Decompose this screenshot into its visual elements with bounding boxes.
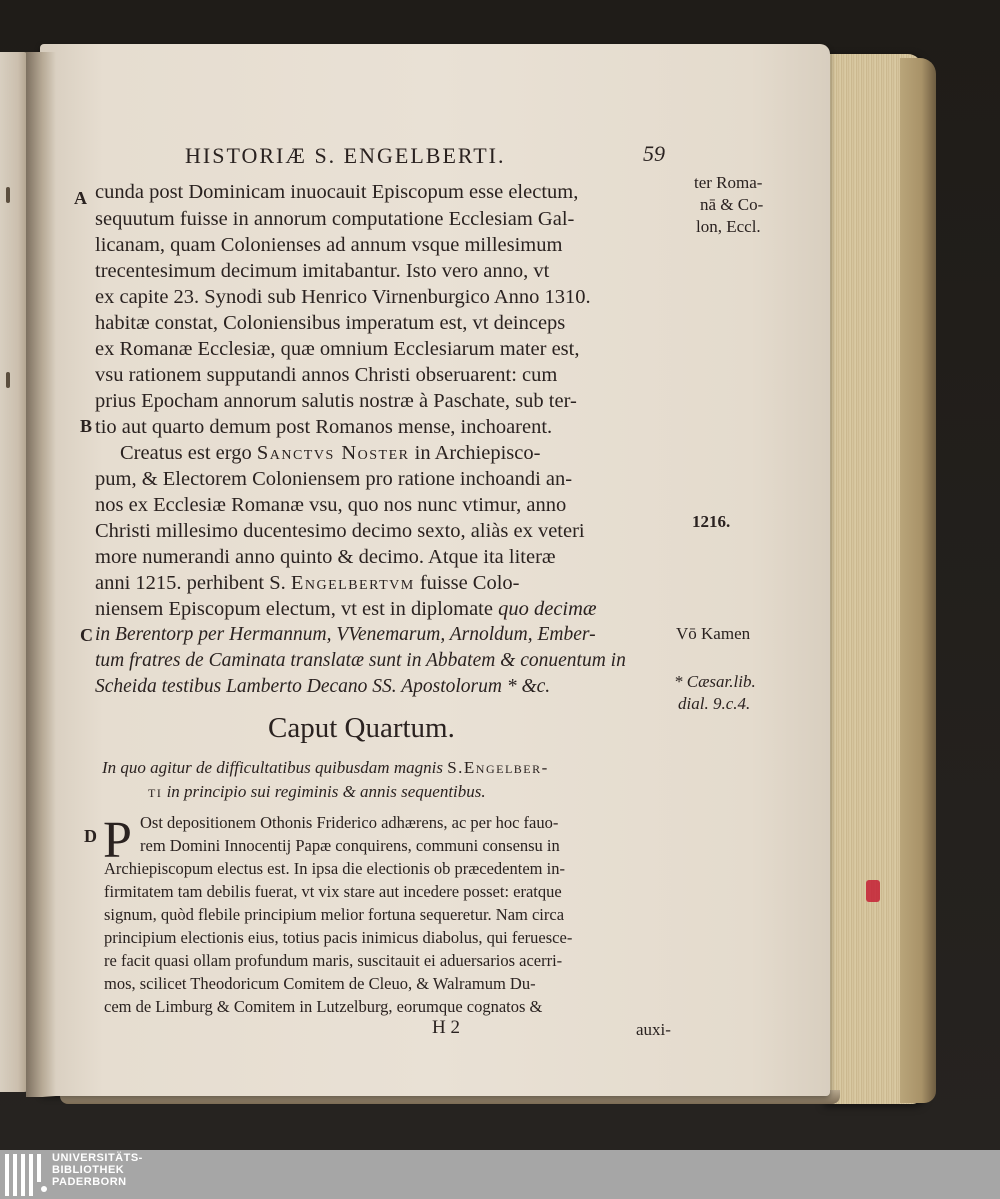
section-letter-b: B xyxy=(80,416,93,436)
ink-mark xyxy=(6,372,10,388)
page-header xyxy=(185,143,685,173)
text-line: principium electionis eius, totius pacis inimicus diabolus, qui feruesce- xyxy=(104,928,573,947)
text-line: tum fratres de Caminata translatæ sunt in Abbatem & conuentum in xyxy=(95,650,626,671)
margin-note: nā & Co- xyxy=(700,195,764,214)
margin-year: 1216. xyxy=(692,512,731,531)
text-line: vsu rationem supputandi annos Christi obseruarent: cum xyxy=(95,364,558,386)
text-run: niensem Episcopum electum, vt est in diplomate xyxy=(95,598,499,620)
text-line: ex Romanæ Ecclesiæ, quæ omnium Ecclesiarum mater est, xyxy=(95,338,580,360)
section-letter-d: D xyxy=(84,826,97,846)
text-run: fuisse Colo- xyxy=(414,572,520,594)
library-banner xyxy=(0,1150,1000,1199)
text-line: more numerandi anno quinto & decimo. Atque ita literæ xyxy=(95,546,556,568)
margin-note: dial. 9.c.4. xyxy=(678,694,751,713)
section-letter-c: C xyxy=(80,625,93,645)
text-run: S.Engelber- xyxy=(447,758,549,777)
red-stain xyxy=(866,880,880,902)
drop-cap: P xyxy=(103,812,132,869)
text-run: Engelbertvm xyxy=(290,572,415,594)
text-run: ti xyxy=(148,782,163,801)
margin-note: Vō Kamen xyxy=(676,624,751,643)
text-line: ex capite 23. Synodi sub Henrico Virnenburgico Anno 1310. xyxy=(95,286,591,308)
cover-edge xyxy=(900,58,936,1103)
text-line: Scheida testibus Lamberto Decano SS. Apostolorum * &c. xyxy=(95,676,551,697)
text-line: in Berentorp per Hermannum, VVenemarum, Arnoldum, Ember- xyxy=(95,624,596,645)
text-line: firmitatem tam debilis fuerat, vt vix stare aut incedere posset: eratque xyxy=(104,882,562,901)
text-line xyxy=(95,571,520,595)
page-number: 59 xyxy=(643,141,665,166)
catchword: auxi- xyxy=(636,1020,671,1039)
signature-mark: H 2 xyxy=(432,1017,460,1038)
text-line: habitæ constat, Coloniensibus imperatum est, vt deinceps xyxy=(95,312,566,334)
section-letter-a: A xyxy=(74,188,87,208)
margin-note: ter Roma- xyxy=(694,173,763,192)
text-run: Creatus est ergo xyxy=(120,442,257,464)
text-line: prius Epocham annorum salutis nostræ à Paschate, sub ter- xyxy=(95,390,577,412)
text-run: in Archiepisco- xyxy=(409,442,541,464)
library-logo-icon xyxy=(5,1154,49,1196)
text-line xyxy=(95,597,597,621)
text-line: tio aut quarto demum post Romanos mense, inchoarent. xyxy=(95,416,553,438)
chapter-subtitle xyxy=(102,758,549,778)
margin-note: * Cæsar.lib. xyxy=(674,672,756,691)
library-name-line: PADERBORN xyxy=(52,1176,127,1188)
ink-mark xyxy=(6,187,10,203)
text-line: Ost depositionem Othonis Friderico adhærens, ac per hoc fauo- xyxy=(140,813,559,832)
chapter-subtitle xyxy=(148,782,486,802)
library-name-line: UNIVERSITÄTS- xyxy=(52,1152,143,1164)
text-run: In quo agitur de difficultatibus quibusdam magnis xyxy=(102,758,448,777)
text-line: cem de Limburg & Comitem in Lutzelburg, eorumque cognatos & xyxy=(104,997,543,1016)
text-line: nos ex Ecclesiæ Romanæ vsu, quo nos nunc vtimur, anno xyxy=(95,494,567,516)
text-line: signum, quòd flebile principium melior fortuna sequeretur. Nam circa xyxy=(104,905,565,924)
text-line: re facit quasi ollam profundum maris, suscitauit ei aduersarios acerri- xyxy=(104,951,563,970)
text-line xyxy=(120,441,540,465)
running-head: HISTORIÆ S. ENGELBERTI. xyxy=(185,143,506,168)
gutter-shadow xyxy=(26,52,56,1097)
text-line: trecentesimum decimum imitabantur. Isto vero anno, vt xyxy=(95,260,550,282)
text-line: rem Domini Innocentij Papæ conquirens, communi consensu in xyxy=(140,836,560,855)
text-line: licanam, quam Colonienses ad annum vsque millesimum xyxy=(95,234,563,256)
text-line: Christi millesimo ducentesimo decimo sexto, aliàs ex veteri xyxy=(95,520,585,542)
library-name-line: BIBLIOTHEK xyxy=(52,1164,125,1176)
text-run: Sanctvs Noster xyxy=(256,442,410,464)
text-line: sequutum fuisse in annorum computatione Ecclesiam Gal- xyxy=(95,208,575,230)
text-line: mos, scilicet Theodoricum Comitem de Cleuo, & Walramum Du- xyxy=(104,974,536,993)
text-line: pum, & Electorem Coloniensem pro ratione inchoandi an- xyxy=(95,468,573,490)
text-run: quo decimæ xyxy=(498,598,597,620)
text-run: anni 1215. perhibent S. xyxy=(95,572,291,594)
text-line: Archiepiscopum electus est. In ipsa die electionis ob præcedentem in- xyxy=(104,859,565,878)
chapter-title: Caput Quartum. xyxy=(268,712,455,744)
text-line: cunda post Dominicam inuocauit Episcopum esse electum, xyxy=(95,181,579,203)
margin-note: lon, Eccl. xyxy=(696,217,761,236)
text-run: in principio sui regiminis & annis sequentibus. xyxy=(162,782,486,801)
